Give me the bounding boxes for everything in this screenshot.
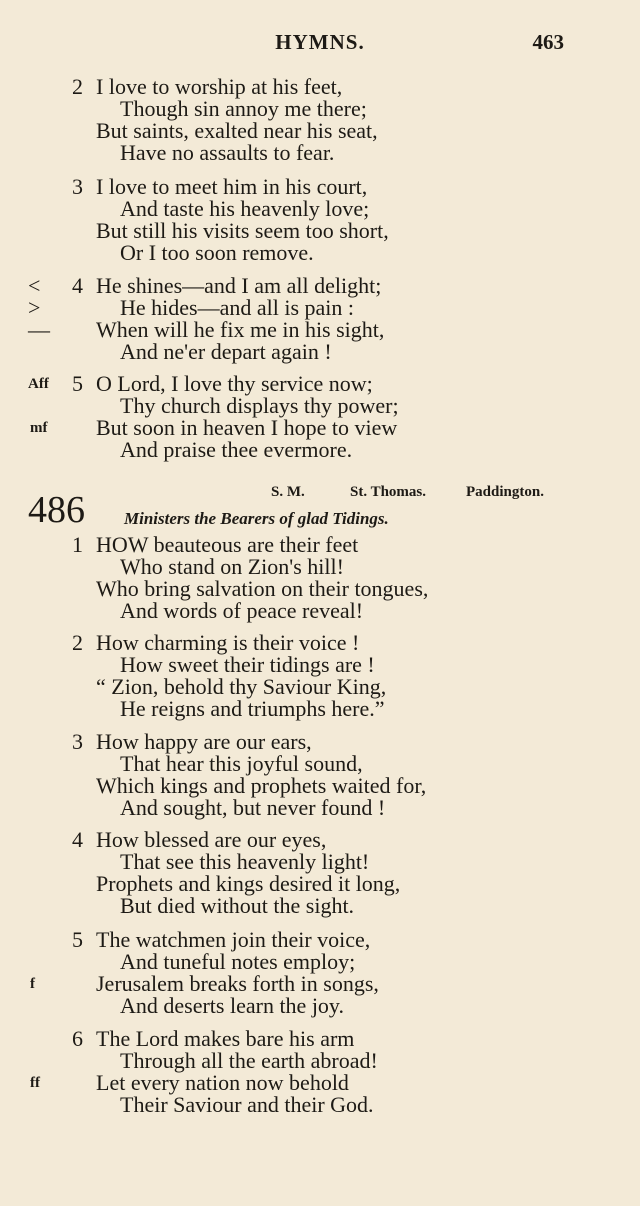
verse-line: But still his visits seem too short, bbox=[96, 218, 389, 243]
verse-line: Jerusalem breaks forth in songs, bbox=[96, 971, 379, 996]
stanza-number: 4 bbox=[72, 273, 83, 298]
verse-line: I love to meet him in his court, bbox=[96, 174, 368, 199]
stanza-number: 2 bbox=[72, 74, 83, 99]
verse-line: And deserts learn the joy. bbox=[120, 993, 345, 1018]
hymn-subtitle: Ministers the Bearers of glad Tidings. bbox=[124, 509, 389, 528]
stanza-number: 1 bbox=[72, 532, 83, 557]
verse-line: But died without the sight. bbox=[120, 893, 355, 918]
verse-line: He reigns and triumphs here.” bbox=[120, 696, 385, 721]
verse-line: That see this heavenly light! bbox=[120, 849, 370, 874]
verse-line: But soon in heaven I hope to view bbox=[96, 415, 398, 440]
diminuendo-mark: > bbox=[28, 295, 41, 320]
verse-line: “ Zion, behold thy Saviour King, bbox=[96, 674, 387, 699]
verse-line: How sweet their tidings are ! bbox=[120, 652, 375, 677]
verse-line: HOW beauteous are their feet bbox=[96, 532, 359, 557]
stanza-number: 5 bbox=[72, 371, 83, 396]
verse-line: And tuneful notes employ; bbox=[120, 949, 356, 974]
verse-line: The Lord makes bare his arm bbox=[96, 1026, 355, 1051]
verse-line: Thy church displays thy power; bbox=[120, 393, 399, 418]
verse-line: That hear this joyful sound, bbox=[120, 751, 363, 776]
stanza-number: 6 bbox=[72, 1026, 83, 1051]
dash-mark: — bbox=[28, 317, 50, 342]
verse-line: Their Saviour and their God. bbox=[120, 1092, 374, 1117]
verse-line: But saints, exalted near his seat, bbox=[96, 118, 378, 143]
verse-line: Who bring salvation on their tongues, bbox=[96, 576, 429, 601]
verse-line: And sought, but never found ! bbox=[120, 795, 386, 820]
verse-line: Though sin annoy me there; bbox=[120, 96, 367, 121]
verse-line: I love to worship at his feet, bbox=[96, 74, 343, 99]
verse-line: Which kings and prophets waited for, bbox=[96, 773, 427, 798]
verse-line: And praise thee evermore. bbox=[120, 437, 353, 462]
dynamic-mark-mf: mf bbox=[30, 420, 48, 436]
stanza-number: 5 bbox=[72, 927, 83, 952]
verse-line: Through all the earth abroad! bbox=[120, 1048, 378, 1073]
verse-line: The watchmen join their voice, bbox=[96, 927, 371, 952]
stanza-number: 3 bbox=[72, 729, 83, 754]
verse-line: When will he fix me in his sight, bbox=[96, 317, 385, 342]
crescendo-mark: < bbox=[28, 273, 41, 298]
verse-line: How blessed are our eyes, bbox=[96, 827, 327, 852]
stanza-number: 3 bbox=[72, 174, 83, 199]
verse-line: How happy are our ears, bbox=[96, 729, 312, 754]
verse-line: He hides—and all is pain : bbox=[120, 295, 355, 320]
verse-line: And words of peace reveal! bbox=[120, 598, 364, 623]
tune-name: Paddington. bbox=[466, 484, 544, 500]
hymn-number: 486 bbox=[28, 489, 85, 531]
verse-line: How charming is their voice ! bbox=[96, 630, 360, 655]
dynamic-mark-aff: Aff bbox=[28, 376, 49, 392]
verse-line: And taste his heavenly love; bbox=[120, 196, 370, 221]
page-number: 463 bbox=[532, 30, 564, 54]
verse-line: Let every nation now behold bbox=[96, 1070, 349, 1095]
stanza-number: 2 bbox=[72, 630, 83, 655]
meter: S. M. bbox=[271, 484, 305, 500]
dynamic-mark-ff: ff bbox=[30, 1075, 40, 1091]
verse-line: And ne'er depart again ! bbox=[120, 339, 332, 364]
verse-line: Or I too soon remove. bbox=[120, 240, 314, 265]
verse-line: Have no assaults to fear. bbox=[120, 140, 335, 165]
running-title: HYMNS. bbox=[275, 30, 365, 54]
verse-line: Who stand on Zion's hill! bbox=[120, 554, 344, 579]
tune-name: St. Thomas. bbox=[350, 484, 426, 500]
verse-line: He shines—and I am all delight; bbox=[96, 273, 382, 298]
verse-line: O Lord, I love thy service now; bbox=[96, 371, 373, 396]
verse-line: Prophets and kings desired it long, bbox=[96, 871, 401, 896]
dynamic-mark-f: f bbox=[30, 976, 35, 992]
stanza-number: 4 bbox=[72, 827, 83, 852]
